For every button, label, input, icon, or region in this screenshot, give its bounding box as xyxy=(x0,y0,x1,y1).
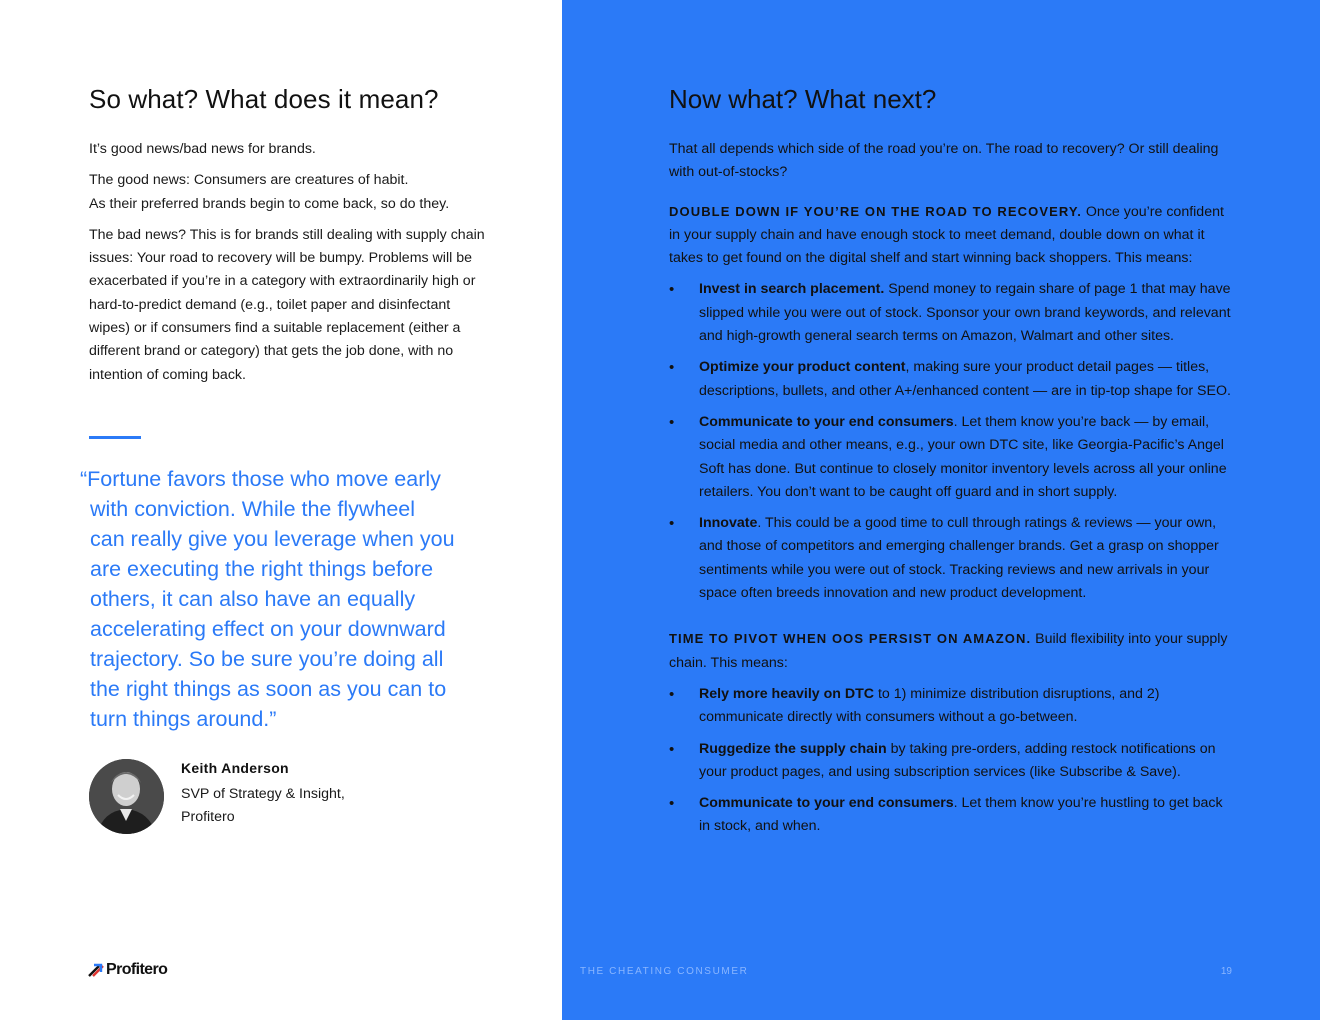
left-body xyxy=(89,138,489,395)
bullet-text: to 1) minimize distribution disruptions, and 2) communicate directly with consumers without a go-between. xyxy=(699,685,1160,726)
right-page xyxy=(562,0,1320,1020)
bullet-lead: Invest in search placement. xyxy=(699,281,885,298)
quote-line: others, it can also have an equally xyxy=(90,587,416,611)
left-page xyxy=(0,0,562,1020)
section-recovery xyxy=(669,200,1231,271)
page-number: 19 xyxy=(1220,966,1232,977)
bullet-text: . Let them know you’re back — by email, social media and other means, e.g., your own DTC site, like Georgia-Pacific’s Angel Soft has done. But continue to closely monitor inventory levels across all your online retailers. You don’t want to be caught off guard and in short supply. xyxy=(699,413,1227,500)
divider-rule xyxy=(89,436,141,439)
quote-line: with conviction. While the flywheel xyxy=(90,497,416,521)
section-text: Once you’re confident in your supply chain and have enough stock to meet demand, double down on what it takes to get found on the digital shelf and start winning back shoppers. This means: xyxy=(669,203,1224,267)
quote-line: the right things as soon as you can to xyxy=(90,677,447,701)
bullet-list xyxy=(669,683,1231,839)
section-pivot xyxy=(669,627,1231,675)
bullet-lead: Ruggedize the supply chain xyxy=(699,740,887,757)
quote-line: are executing the right things before xyxy=(90,557,434,581)
list-item xyxy=(669,792,1231,839)
avatar xyxy=(89,759,164,834)
person-company: Profitero xyxy=(181,809,235,825)
quote-line: turn things around.” xyxy=(90,707,277,731)
list-item xyxy=(669,683,1231,730)
person-name: Keith Anderson xyxy=(181,760,289,776)
profitero-logo xyxy=(88,961,167,979)
bullet-text: . Let them know you’re hustling to get back in stock, and when. xyxy=(699,795,1223,835)
bullet-lead: Communicate to your end consumers xyxy=(699,795,954,812)
intro-paragraph: That all depends which side of the road you’re on. The road to recovery? Or still dealing with out-of-stocks? xyxy=(669,141,1219,181)
paragraph: The bad news? This is for brands still dealing with supply chain issues: Your road to recovery will be bumpy. Problems will be exacerbated if you’re in a category with extraordinarily high or hard-to-predict demand (e.g., toilet paper and disinfectant wipes) or if consumers find a suitable replacement (either a different brand or category) that gets the job done, with no intention of coming back. xyxy=(89,226,485,383)
person-role xyxy=(181,783,381,829)
list-item xyxy=(669,411,1231,504)
quote-line: trajectory. So be sure you’re doing all xyxy=(90,647,444,671)
logo-text: Profitero xyxy=(106,961,168,978)
list-item xyxy=(669,512,1231,605)
bullet-text: by taking pre-orders, adding restock notifications on your product pages, and using subscription services (like Subscribe & Save). xyxy=(699,740,1216,780)
paragraph: It’s good news/bad news for brands. xyxy=(89,141,316,157)
bullet-lead: Innovate xyxy=(699,515,758,532)
person-title: SVP of Strategy & Insight, xyxy=(181,786,345,802)
person-photo-icon xyxy=(89,759,164,834)
left-heading: So what? What does it mean? xyxy=(89,84,439,114)
pull-quote xyxy=(80,464,480,734)
quote-line: “Fortune favors those who move early xyxy=(80,467,441,491)
paragraph: As their preferred brands begin to come back, so do they. xyxy=(89,195,450,212)
list-item xyxy=(669,738,1231,785)
paragraph: The good news: Consumers are creatures of habit. xyxy=(89,172,409,189)
footer-title: THE CHEATING CONSUMER xyxy=(580,966,749,977)
section-heading: DOUBLE DOWN IF YOU’RE ON THE ROAD TO RECOVERY. xyxy=(669,203,1082,219)
section-text: Build flexibility into your supply chain. This means: xyxy=(669,631,1228,671)
logo-arrow-icon xyxy=(88,963,104,977)
list-item xyxy=(669,278,1231,348)
section-heading: TIME TO PIVOT WHEN OOS PERSIST ON AMAZON. xyxy=(669,631,1032,647)
bullet-lead: Communicate to your end consumers xyxy=(699,413,954,430)
bullet-lead: Rely more heavily on DTC xyxy=(699,685,875,702)
bullet-lead: Optimize your product content xyxy=(699,359,906,376)
quote-line: accelerating effect on your downward xyxy=(90,617,446,641)
bullet-text: . This could be a good time to cull through ratings & reviews — your own, and those of competitors and emerging challenger brands. Get a grasp on shopper sentiments while you were out of stock. Tracking reviews and new arrivals in your space often breeds innovation and new product development. xyxy=(699,515,1219,602)
quote-line: can really give you leverage when you xyxy=(90,527,455,551)
right-heading: Now what? What next? xyxy=(669,84,937,114)
bullet-text: Spend money to regain share of page 1 that may have slipped while you were out of stock. Sponsor your own brand keywords, and relevant and high-growth general search terms on Amazon, Walmart and other sites. xyxy=(699,281,1231,345)
bullet-text: , making sure your product detail pages — titles, descriptions, bullets, and other A+/enhanced content — are in tip-top shape for SEO. xyxy=(699,359,1231,399)
bullet-list xyxy=(669,278,1231,605)
right-body xyxy=(669,138,1231,853)
list-item xyxy=(669,356,1231,403)
